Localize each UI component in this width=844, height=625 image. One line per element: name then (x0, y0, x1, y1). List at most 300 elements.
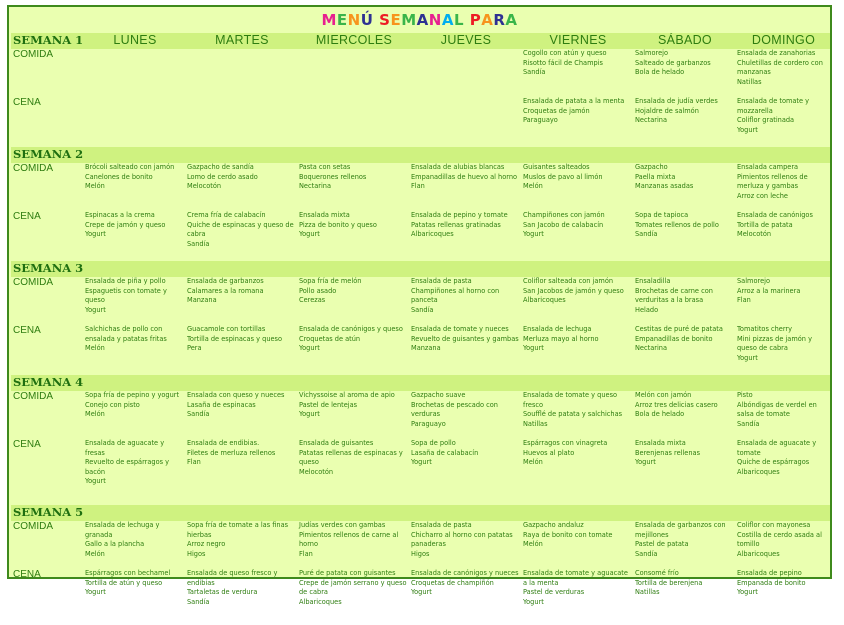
dish-item: Champiñones con jamón (523, 211, 605, 219)
dish-item: Pimientos rellenos de merluza y gambas (737, 172, 808, 191)
dish-item: Crepe de jamón y queso (85, 220, 166, 229)
day-header (735, 261, 830, 277)
menu-cell (297, 439, 409, 505)
dish-item: Pastel de patata (635, 540, 689, 549)
dish-item: Yogurt (411, 458, 432, 467)
menu-cell (83, 569, 185, 625)
menu-sheet (7, 5, 832, 606)
dish-item: Gazpacho (635, 163, 668, 171)
dish-item: Ensalada de tomate y nueces (411, 325, 509, 333)
dish-item: Melón con jamón (635, 391, 692, 399)
dish-item: Coliflor salteada con jamón (523, 277, 614, 285)
day-header (735, 147, 830, 163)
dish-item: Melón (523, 540, 543, 549)
week-header-row (11, 147, 830, 163)
menu-cell (83, 97, 185, 147)
dish-item: Coliflor con mayonesa (737, 521, 811, 529)
dish-item: Ensalada de aguacate y fresas (85, 439, 165, 457)
meal-label: CENA (13, 439, 41, 450)
dish-item: Sandía (737, 419, 760, 428)
dish-item: Ensalada de aguacate y tomate (737, 439, 817, 457)
dish-item: Ensalada con queso y nueces (187, 391, 285, 399)
dish-item: Espárragos con bechamel (85, 569, 171, 577)
meal-label: COMIDA (13, 277, 53, 288)
dish-item: Champiñones al horno con panceta (411, 286, 500, 305)
dish-item: Flan (411, 182, 425, 191)
menu-cell (409, 49, 521, 97)
week-header-row (11, 375, 830, 391)
dish-item: Natillas (523, 419, 548, 428)
day-header (521, 375, 633, 391)
dish-item: Flan (187, 458, 201, 467)
menu-cell (735, 163, 830, 211)
menu-cell (185, 569, 297, 625)
day-header (409, 261, 521, 277)
menu-cell (735, 211, 830, 261)
dish-item: Ensalada de lechuga y granada (85, 521, 160, 539)
menu-cell (633, 49, 735, 97)
title-letter: A (505, 11, 518, 29)
menu-cell (633, 277, 735, 325)
menu-cell (297, 521, 409, 569)
dish-item: Ensalada de tomate y aguacate a la menta (523, 569, 628, 587)
menu-cell (735, 439, 830, 505)
dish-item: Flan (737, 296, 751, 305)
day-header (409, 375, 521, 391)
dish-item: Sandía (411, 305, 434, 314)
dish-item: Puré de patata con guisantes (299, 569, 396, 577)
menu-cell (633, 325, 735, 375)
menu-cell (633, 391, 735, 439)
menu-cell (735, 49, 830, 97)
dish-item: Melocotón (737, 230, 772, 239)
menu-cell (297, 391, 409, 439)
dish-item: Cogollo con atún y queso (523, 49, 607, 57)
title-letter: N (347, 11, 361, 29)
day-header (297, 261, 409, 277)
dish-item: Ensalada de canónigos y queso (299, 325, 403, 333)
meal-row (11, 325, 830, 375)
dish-item: Croquetas de champiñón (411, 578, 494, 587)
menu-cell (83, 391, 185, 439)
dish-item: Arroz a la marinera (737, 286, 801, 295)
dish-item: Sopa fría de pepino y yogurt (85, 391, 180, 399)
dish-item: Yogurt (635, 458, 656, 467)
dish-item: Ensalada de pepino (737, 569, 802, 577)
dish-item: Melón (523, 182, 543, 191)
dish-item: Boquerones rellenos (299, 172, 367, 181)
week-header-row (11, 505, 830, 521)
dish-item: Cerezas (299, 296, 326, 305)
week-label: SEMANA 5 (13, 505, 83, 519)
dish-item: Tomatitos cherry (737, 325, 793, 333)
dish-item: Brochetas de pescado con verduras (411, 400, 498, 419)
title-letter: A (416, 11, 429, 29)
dish-item: Pisto (737, 391, 753, 399)
dish-item: Yogurt (737, 125, 758, 134)
dish-item: Bola de helado (635, 410, 685, 419)
dish-item: Yogurt (737, 353, 758, 362)
dish-item: Yogurt (523, 344, 544, 353)
dish-item: Conejo con pisto (85, 400, 140, 409)
day-header (633, 261, 735, 277)
dish-item: Yogurt (411, 588, 432, 597)
dish-item: Berenjenas rellenas (635, 448, 701, 457)
dish-item: Crepe de jamón serrano y queso de cabra (299, 578, 407, 597)
dish-item: Melocotón (187, 182, 222, 191)
dish-item: Gallo a la plancha (85, 540, 145, 549)
menu-cell (83, 211, 185, 261)
menu-cell (409, 277, 521, 325)
day-header (83, 261, 185, 277)
dish-item: Patatas rellenas de espinacas y queso (299, 448, 403, 467)
menu-cell (297, 277, 409, 325)
title-letter: E (336, 11, 348, 29)
menu-cell (521, 569, 633, 625)
dish-item: Empanadillas de huevo al horno (411, 172, 518, 181)
dish-item: Espárragos con vinagreta (523, 439, 608, 447)
dish-item: Yogurt (85, 230, 106, 239)
dish-item: Nectarina (299, 182, 332, 191)
dish-item: Albóndigas de verdel en salsa de tomate (737, 400, 817, 419)
day-header (521, 505, 633, 521)
meal-label: COMIDA (13, 163, 53, 174)
title-letter: A (481, 11, 494, 29)
dish-item: Coliflor gratinada (737, 116, 795, 125)
dish-item: Sandía (523, 68, 546, 77)
day-header (83, 375, 185, 391)
menu-cell (409, 97, 521, 147)
day-header (735, 505, 830, 521)
menu-title (9, 11, 830, 33)
dish-item: Higos (411, 549, 430, 558)
menu-cell (521, 391, 633, 439)
menu-cell (297, 49, 409, 97)
dish-item: Sopa fría de melón (299, 277, 362, 285)
dish-item: Revuelto de espárragos y bacón (85, 458, 170, 476)
menu-cell (185, 391, 297, 439)
menu-cell (633, 521, 735, 569)
menu-cell (735, 391, 830, 439)
title-letter: S (379, 11, 391, 29)
dish-item: Gazpacho andaluz (523, 521, 584, 529)
meal-row (11, 49, 830, 97)
day-header: MARTES (185, 33, 297, 49)
day-header (409, 147, 521, 163)
dish-item: Judías verdes con gambas (299, 521, 386, 529)
dish-item: Yogurt (523, 230, 544, 239)
dish-item: Lomo de cerdo asado (187, 172, 258, 181)
menu-cell (633, 439, 735, 505)
dish-item: Raya de bonito con tomate (523, 530, 613, 539)
week-label: SEMANA 4 (13, 375, 83, 389)
dish-item: Melón (85, 410, 105, 419)
menu-cell (521, 325, 633, 375)
menu-cell (409, 439, 521, 505)
dish-item: Manzanas asadas (635, 182, 694, 191)
dish-item: Sandía (635, 230, 658, 239)
dish-item: Cestitas de puré de patata (635, 325, 723, 333)
dish-item: Tortilla de atún y queso (85, 578, 163, 587)
dish-item: Higos (187, 549, 206, 558)
dish-item: Yogurt (299, 344, 320, 353)
dish-item: Ensalada de lechuga (523, 325, 592, 333)
menu-cell (83, 325, 185, 375)
meal-row (11, 97, 830, 147)
dish-item: Soufflé de patata y salchichas (523, 410, 623, 419)
meal-row (11, 277, 830, 325)
dish-item: Sopa fría de tomate a las finas hierbas (187, 521, 289, 539)
dish-item: Yogurt (85, 588, 106, 597)
title-letter: N (428, 11, 442, 29)
dish-item: Pimientos rellenos de carne al horno (299, 530, 399, 549)
menu-cell (521, 163, 633, 211)
dish-item: Ensalada mixta (299, 211, 350, 219)
dish-item: Sandía (187, 410, 210, 419)
day-header (297, 147, 409, 163)
dish-item: Huevos al plato (523, 448, 575, 457)
dish-item: Natillas (635, 588, 660, 597)
dish-item: Arroz negro (187, 540, 226, 549)
dish-item: Sandía (187, 239, 210, 248)
dish-item: San Jacobo de calabacín (523, 220, 604, 229)
menu-cell (409, 325, 521, 375)
menu-cell (83, 439, 185, 505)
menu-cell (409, 211, 521, 261)
day-header: VIERNES (521, 33, 633, 49)
dish-item: San Jacobos de jamón y queso (523, 286, 624, 295)
dish-item: Albaricoques (737, 467, 780, 476)
dish-item: Revuelto de guisantes y gambas (411, 334, 519, 343)
day-header: MIERCOLES (297, 33, 409, 49)
dish-item: Ensalada de pasta (411, 521, 472, 529)
menu-cell (297, 569, 409, 625)
dish-item: Ensalada de alubias blancas (411, 163, 505, 171)
dish-item: Brócoli salteado con jamón (85, 163, 175, 171)
dish-item: Patatas rellenas gratinadas (411, 220, 501, 229)
dish-item: Ensalada de zanahorias (737, 49, 816, 57)
dish-item: Manzana (187, 296, 217, 305)
menu-table (11, 33, 830, 625)
title-letter: A (441, 11, 454, 29)
dish-item: Manzana (411, 344, 441, 353)
day-header (521, 147, 633, 163)
dish-item: Melón (85, 549, 105, 558)
menu-cell (521, 439, 633, 505)
dish-item: Melón (85, 344, 105, 353)
dish-item: Croquetas de jamón (523, 106, 590, 115)
dish-item: Ensalada de guisantes (299, 439, 374, 447)
menu-cell (185, 325, 297, 375)
menu-cell (297, 97, 409, 147)
menu-cell (633, 97, 735, 147)
dish-item: Ensalada de canónigos y nueces (411, 569, 519, 577)
menu-cell (83, 49, 185, 97)
dish-item: Risotto fácil de Champis (523, 58, 603, 67)
dish-item: Albaricoques (299, 597, 342, 606)
menu-cell (297, 163, 409, 211)
dish-item: Costilla de cerdo asada al tomillo (737, 530, 822, 549)
menu-cell (185, 97, 297, 147)
day-header (409, 505, 521, 521)
day-header: JUEVES (409, 33, 521, 49)
dish-item: Hojaldre de salmón (635, 106, 699, 115)
dish-item: Espaguetis con tomate y queso (85, 286, 167, 305)
meal-label: CENA (13, 569, 41, 580)
menu-cell (735, 569, 830, 625)
menu-cell (185, 521, 297, 569)
day-header (633, 505, 735, 521)
dish-item: Sandía (635, 549, 658, 558)
dish-item: Arroz tres delicias casero (635, 400, 718, 409)
title-letter: M (321, 11, 337, 29)
meal-row (11, 569, 830, 625)
dish-item: Melón (523, 458, 543, 467)
dish-item: Yogurt (299, 410, 320, 419)
dish-item: Tortilla de berenjena (635, 578, 703, 587)
day-header (297, 505, 409, 521)
dish-item: Pollo asado (299, 286, 337, 295)
day-header (735, 375, 830, 391)
menu-cell (521, 521, 633, 569)
week-label: SEMANA 1 (13, 33, 83, 47)
menu-cell (735, 97, 830, 147)
dish-item: Gazpacho de sandía (187, 163, 254, 171)
dish-item: Lasaña de espinacas (187, 400, 256, 409)
dish-item: Quiche de espárragos (737, 458, 810, 467)
dish-item: Paella mixta (635, 172, 676, 181)
dish-item: Salchichas de pollo con ensalada y patatas fritas (85, 325, 167, 343)
menu-cell (633, 163, 735, 211)
menu-cell (83, 163, 185, 211)
dish-item: Chuletillas de cordero con manzanas (737, 58, 823, 77)
dish-item: Ensalada de queso fresco y endibias (187, 569, 278, 587)
meal-row (11, 391, 830, 439)
dish-item: Pastel de lentejas (299, 400, 358, 409)
dish-item: Yogurt (85, 477, 106, 486)
dish-item: Guacamole con tortillas (187, 325, 266, 333)
title-letter: P (469, 11, 482, 29)
dish-item: Tortilla de patata (737, 220, 793, 229)
meal-row (11, 439, 830, 505)
dish-item: Tomates rellenos de pollo (635, 220, 719, 229)
dish-item: Quiche de espinacas y queso de cabra (187, 220, 294, 239)
dish-item: Nectarina (635, 344, 668, 353)
dish-item: Natillas (737, 77, 762, 86)
dish-item: Pasta con setas (299, 163, 351, 171)
dish-item: Yogurt (85, 305, 106, 314)
day-header (185, 147, 297, 163)
dish-item: Espinacas a la crema (85, 211, 155, 219)
menu-cell (521, 49, 633, 97)
dish-item: Ensaladilla (635, 277, 671, 285)
week-header-row (11, 33, 830, 49)
dish-item: Lasaña de calabacín (411, 448, 479, 457)
title-letter: R (493, 11, 506, 29)
dish-item: Empanadillas de bonito (635, 334, 713, 343)
menu-cell (521, 277, 633, 325)
dish-item: Melocotón (299, 467, 334, 476)
dish-item: Crema fría de calabacín (187, 211, 266, 219)
menu-cell (735, 277, 830, 325)
dish-item: Nectarina (635, 116, 668, 125)
week-label: SEMANA 2 (13, 147, 83, 161)
title-letter: Ú (360, 11, 374, 29)
dish-item: Salteado de garbanzos (635, 58, 711, 67)
dish-item: Yogurt (523, 597, 544, 606)
dish-item: Ensalada de garbanzos con mejillones (635, 521, 726, 539)
day-header (83, 505, 185, 521)
menu-cell (185, 439, 297, 505)
menu-cell (185, 163, 297, 211)
dish-item: Ensalada de piña y pollo (85, 277, 166, 285)
dish-item: Pera (187, 344, 202, 353)
dish-item: Pastel de verduras (523, 588, 585, 597)
dish-item: Calamares a la romana (187, 286, 264, 295)
dish-item: Ensalada de endibias. (187, 439, 260, 447)
dish-item: Sopa de pollo (411, 439, 456, 447)
meal-label: CENA (13, 211, 41, 222)
menu-cell (735, 325, 830, 375)
meal-row (11, 521, 830, 569)
dish-item: Salmorejo (635, 49, 669, 57)
dish-item: Gazpacho suave (411, 391, 466, 399)
dish-item: Consomé frío (635, 569, 679, 577)
menu-cell (409, 521, 521, 569)
meal-label: CENA (13, 325, 41, 336)
dish-item: Canelones de bonito (85, 172, 153, 181)
dish-item: Albaricoques (737, 549, 780, 558)
dish-item: Ensalada de tomate y mozzarella (737, 97, 810, 115)
day-header (83, 147, 185, 163)
dish-item: Yogurt (737, 588, 758, 597)
dish-item: Ensalada de pepino y tomate (411, 211, 508, 219)
dish-item: Ensalada campera (737, 163, 799, 171)
dish-item: Mini pizzas de jamón y queso de cabra (737, 334, 812, 353)
day-header: LUNES (83, 33, 185, 49)
menu-cell (297, 211, 409, 261)
menu-cell (83, 277, 185, 325)
dish-item: Salmorejo (737, 277, 771, 285)
dish-item: Bola de helado (635, 68, 685, 77)
day-header (521, 261, 633, 277)
dish-item: Paraguayo (523, 116, 558, 125)
dish-item: Vichyssoise al aroma de apio (299, 391, 395, 399)
menu-cell (185, 277, 297, 325)
day-header (185, 261, 297, 277)
dish-item: Pizza de bonito y queso (299, 220, 377, 229)
week-header-row (11, 261, 830, 277)
dish-item: Sopa de tapioca (635, 211, 689, 219)
dish-item: Melón (85, 182, 105, 191)
meal-label: COMIDA (13, 521, 53, 532)
title-letter: M (401, 11, 417, 29)
dish-item: Ensalada de canónigos (737, 211, 813, 219)
title-letter: E (390, 11, 402, 29)
meal-row (11, 211, 830, 261)
day-header: DOMINGO (735, 33, 830, 49)
dish-item: Ensalada de judía verdes (635, 97, 718, 105)
menu-cell (409, 569, 521, 625)
dish-item: Filetes de merluza rellenos (187, 448, 276, 457)
menu-cell (185, 211, 297, 261)
dish-item: Albaricoques (411, 230, 454, 239)
dish-item: Ensalada de garbanzos (187, 277, 264, 285)
dish-item: Croquetas de atún (299, 334, 361, 343)
day-header (185, 505, 297, 521)
meal-label: COMIDA (13, 49, 53, 60)
dish-item: Muslos de pavo al limón (523, 172, 603, 181)
